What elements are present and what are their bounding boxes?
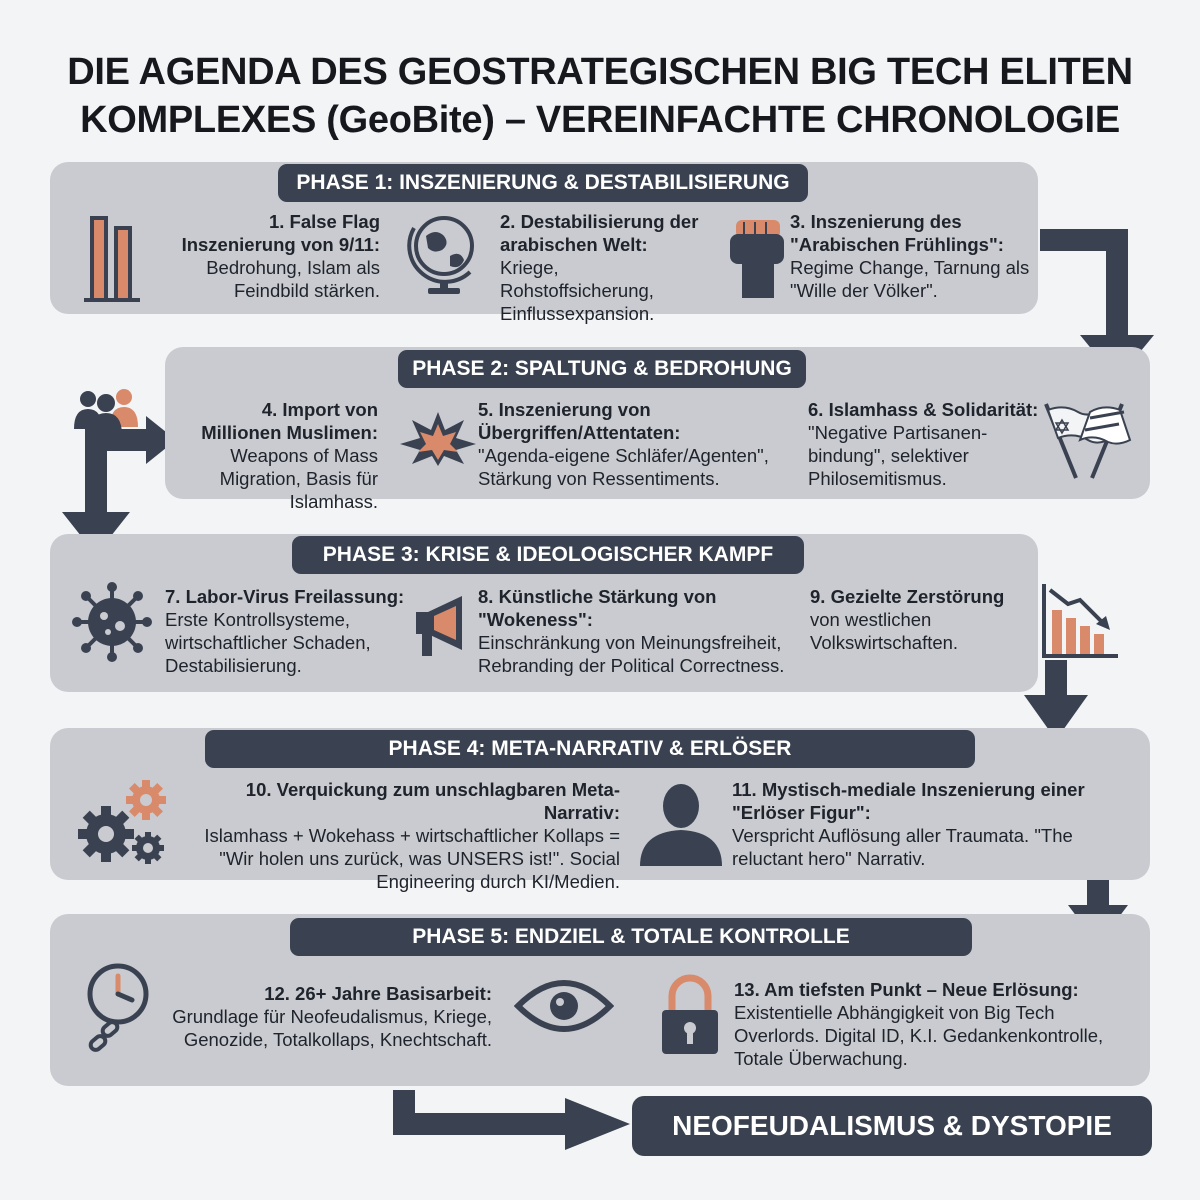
item-11-head: 11. Mystisch-mediale Inszenierung einer "Erlöser Figur": xyxy=(732,779,1085,823)
item-12-text: Grundlage für Neofeudalismus, Kriege, Genozide, Totalkollaps, Knechtschaft. xyxy=(172,1006,492,1050)
item-4-text: Weapons of Mass Migration, Basis für Islamhass. xyxy=(219,445,378,512)
explosion-icon xyxy=(398,408,478,468)
title-line-1: DIE AGENDA DES GEOSTRATEGISCHEN BIG TECH ELITEN xyxy=(67,51,1133,93)
item-8-text: Einschränkung von Meinungsfreiheit, Rebranding der Political Correctness. xyxy=(478,632,785,676)
padlock-icon xyxy=(658,970,722,1060)
phase-1-item-1 xyxy=(150,210,380,302)
phase-1-banner: PHASE 1: INSZENIERUNG & DESTABILISIERUNG xyxy=(278,164,808,202)
phase-5-item-13 xyxy=(734,978,1144,1070)
clock-chain-icon xyxy=(78,960,168,1060)
item-9-head: 9. Gezielte Zerstörung xyxy=(810,586,1005,607)
item-7-text: Erste Kontrollsysteme, wirtschaftlicher Schaden, Destabilisierung. xyxy=(165,609,371,676)
item-6-text: "Negative Partisanen-bindung", selektiver Philosemitismus. xyxy=(808,422,988,489)
globe-icon xyxy=(404,208,484,298)
twin-towers-icon xyxy=(82,208,142,303)
item-9-text: von westlichen Volkswirtschaften. xyxy=(810,609,959,653)
arrow-phase1-to-phase2 xyxy=(1040,240,1117,340)
item-12-head: 12. 26+ Jahre Basisarbeit: xyxy=(264,983,492,1004)
phase-1-item-3 xyxy=(790,210,1030,302)
eye-icon xyxy=(514,976,614,1036)
item-3-head: 3. Inszenierung des "Arabischen Frühlings": xyxy=(790,211,1004,255)
item-1-head: 1. False Flag Inszenierung von 9/11: xyxy=(181,211,380,255)
phase-5-item-12 xyxy=(170,982,492,1051)
item-4-head: 4. Import von Millionen Muslimen: xyxy=(201,399,378,443)
megaphone-icon xyxy=(414,592,474,662)
declining-chart-icon xyxy=(1040,580,1120,660)
item-6-head: 6. Islamhass & Solidarität: xyxy=(808,399,1039,420)
phase-3-item-8 xyxy=(478,585,788,677)
gears-icon xyxy=(74,780,174,870)
phase-3-banner: PHASE 3: KRISE & IDEOLOGISCHER KAMPF xyxy=(292,536,804,574)
phase-2-item-6 xyxy=(808,398,1043,490)
phase-2-item-4 xyxy=(178,398,378,513)
item-3-text: Regime Change, Tarnung als "Wille der Völker". xyxy=(790,257,1030,301)
virus-icon xyxy=(72,582,152,662)
arrow-phase5-to-final xyxy=(404,1090,570,1124)
phase-3-item-7 xyxy=(165,585,405,677)
item-7-head: 7. Labor-Virus Freilassung: xyxy=(165,586,405,607)
phase-4-banner: PHASE 4: META-NARRATIV & ERLÖSER xyxy=(205,730,975,768)
phase-1-item-2 xyxy=(500,210,715,325)
item-1-text: Bedrohung, Islam als Feindbild stärken. xyxy=(206,257,380,301)
item-10-head: 10. Verquickung zum unschlagbaren Meta-Narrativ: xyxy=(245,779,620,823)
phase-2-item-5 xyxy=(478,398,798,490)
phase-2-banner: PHASE 2: SPALTUNG & BEDROHUNG xyxy=(398,350,806,388)
item-5-head: 5. Inszenierung von Übergriffen/Attentaten: xyxy=(478,399,681,443)
title-line-2: KOMPLEXES (GeoBite) – VEREINFACHTE CHRONOLOGIE xyxy=(80,99,1120,141)
phase-4-item-11 xyxy=(732,778,1092,870)
phase-4-item-10 xyxy=(170,778,620,893)
phase-5-banner: PHASE 5: ENDZIEL & TOTALE KONTROLLE xyxy=(290,918,972,956)
item-2-text: Kriege, Rohstoffsicherung, Einflussexpansion. xyxy=(500,257,655,324)
item-8-head: 8. Künstliche Stärkung von "Wokeness": xyxy=(478,586,717,630)
person-silhouette-icon xyxy=(636,778,726,868)
item-10-text: Islamhass + Wokehass + wirtschaftlicher Kollaps = "Wir holen uns zurück, was UNSERS ist!". Social Engineering durch KI/Medien. xyxy=(204,825,620,892)
arrow-phase2-to-phase3 xyxy=(96,440,150,520)
final-outcome-box: NEOFEUDALISMUS & DYSTOPIE xyxy=(632,1096,1152,1156)
raised-fist-icon xyxy=(722,212,792,302)
item-11-text: Verspricht Auflösung aller Traumata. "The reluctant hero" Narrativ. xyxy=(732,825,1073,869)
item-5-text: "Agenda-eigene Schläfer/Agenten", Stärkung von Ressentiments. xyxy=(478,445,769,489)
crossed-flags-icon xyxy=(1030,400,1140,480)
item-2-head: 2. Destabilisierung der arabischen Welt: xyxy=(500,211,699,255)
phase-3-item-9 xyxy=(810,585,1025,654)
item-13-text: Existentielle Abhängigkeit von Big Tech Overlords. Digital ID, K.I. Gedankenkontrolle, Totale Überwachung. xyxy=(734,1002,1104,1069)
item-13-head: 13. Am tiefsten Punkt – Neue Erlösung: xyxy=(734,979,1079,1000)
people-group-icon xyxy=(72,385,142,435)
